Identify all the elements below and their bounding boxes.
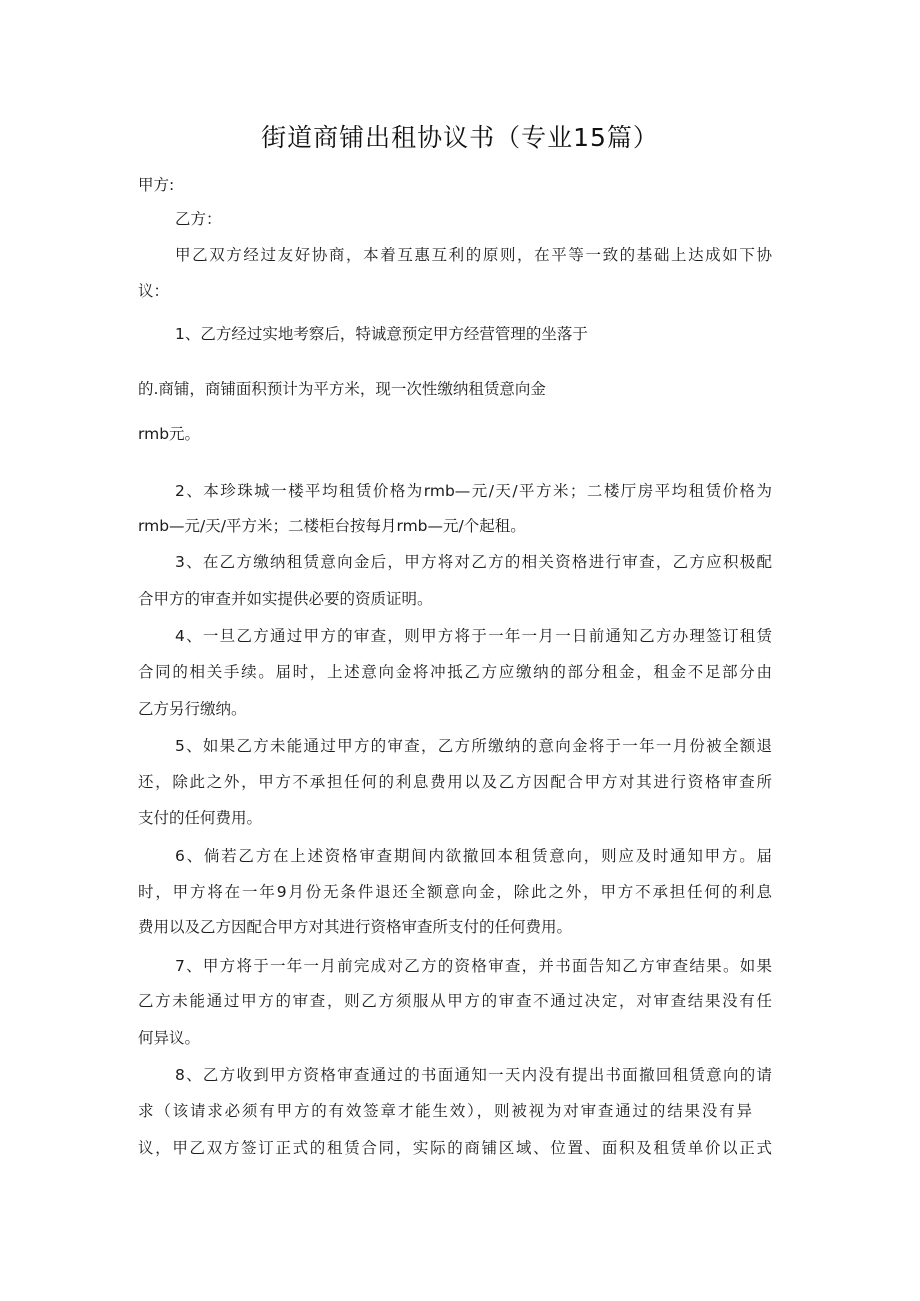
clause-1-line-3: rmb元。	[138, 425, 201, 443]
clause-8-line-3: 议，甲乙双方签订正式的租赁合同，实际的商铺区域、位置、面积及租赁单价以正式	[138, 1139, 772, 1157]
clause-7-line-3: 何异议。	[138, 1029, 201, 1047]
party-a-label: 甲方:	[138, 176, 175, 194]
clause-5-line-2: 还，除此之外，甲方不承担任何的利息费用以及乙方因配合甲方对其进行资格审查所	[138, 773, 772, 791]
clause-6-line-3: 费用以及乙方因配合甲方对其进行资格审查所支付的任何费用。	[138, 918, 573, 936]
clause-6-line-2: 时，甲方将在一年9月份无条件退还全额意向金，除此之外，甲方不承担任何的利息	[138, 883, 772, 901]
clause-8-line-2: 求（该请求必须有甲方的有效签章才能生效），则被视为对审查通过的结果没有异	[138, 1102, 752, 1120]
clause-1-line-2: 的.商铺，商铺面积预计为平方米，现一次性缴纳租赁意向金	[138, 380, 546, 398]
party-b-label: 乙方：	[175, 210, 222, 228]
clause-6-line-1: 6、倘若乙方在上述资格审查期间内欲撤回本租赁意向，则应及时通知甲方。届	[175, 847, 772, 865]
intro-line-1: 甲乙双方经过友好协商，本着互惠互利的原则，在平等一致的基础上达成如下协	[175, 246, 772, 264]
clause-7-line-2: 乙方未能通过甲方的审查，则乙方须服从甲方的审查不通过决定，对审查结果没有任	[138, 992, 772, 1010]
clause-4-line-2: 合同的相关手续。届时，上述意向金将冲抵乙方应缴纳的部分租金，租金不足部分由	[138, 663, 772, 681]
clause-5-line-1: 5、如果乙方未能通过甲方的审查，乙方所缴纳的意向金将于一年一月份被全额退	[175, 737, 772, 755]
clause-1-line-1: 1、乙方经过实地考察后，特诚意预定甲方经营管理的坐落于	[175, 325, 588, 343]
clause-2-line-1: 2、本珍珠城一楼平均租赁价格为rmb—元/天/平方米；二楼厅房平均租赁价格为	[175, 482, 772, 500]
clause-3-line-1: 3、在乙方缴纳租赁意向金后，甲方将对乙方的相关资格进行审查，乙方应积极配	[175, 553, 772, 571]
clause-2-line-2: rmb—元/天/平方米；二楼柜台按每月rmb—元/个起租。	[138, 517, 526, 535]
clause-3-line-2: 合甲方的审查并如实提供必要的资质证明。	[138, 590, 433, 608]
clause-4-line-1: 4、一旦乙方通过甲方的审查，则甲方将于一年一月一日前通知乙方办理签订租赁	[175, 627, 772, 645]
clause-5-line-3: 支付的任何费用。	[138, 809, 263, 827]
clause-7-line-1: 7、甲方将于一年一月前完成对乙方的资格审查，并书面告知乙方审查结果。如果	[175, 957, 772, 975]
document-title: 街道商铺出租协议书（专业15篇）	[261, 123, 659, 152]
clause-8-line-1: 8、乙方收到甲方资格审查通过的书面通知一天内没有提出书面撤回租赁意向的请	[175, 1066, 772, 1084]
intro-line-2: 议：	[138, 282, 170, 300]
clause-4-line-3: 乙方另行缴纳。	[138, 700, 247, 718]
